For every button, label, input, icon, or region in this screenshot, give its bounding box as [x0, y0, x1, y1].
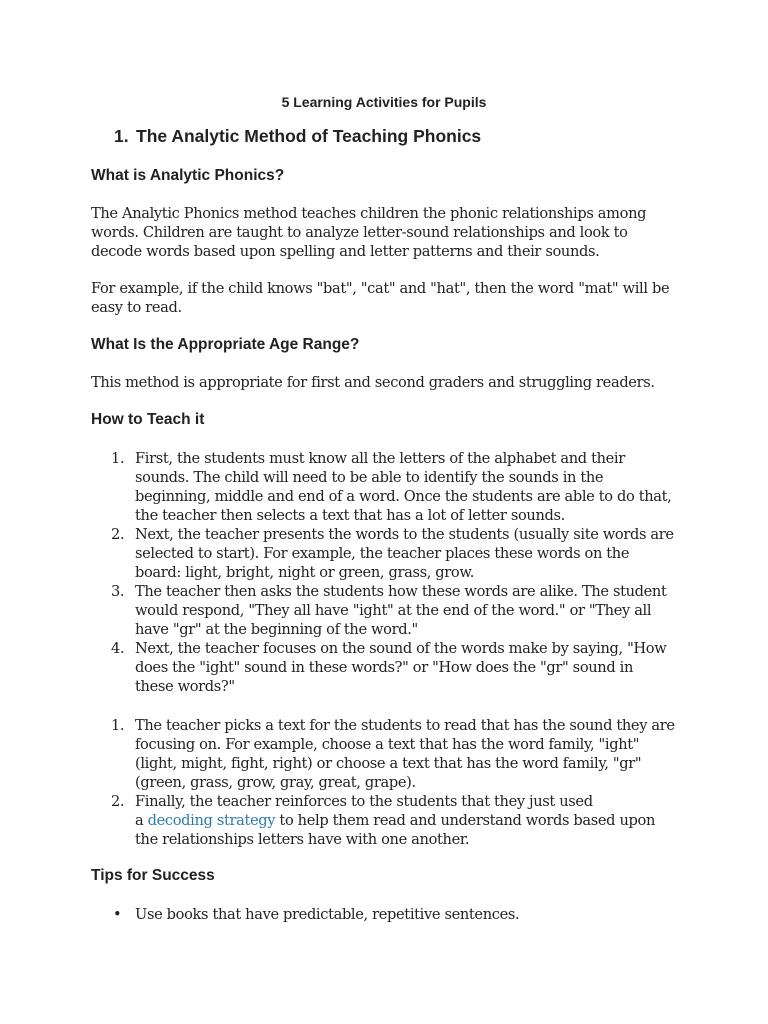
heading-what-is: What is Analytic Phonics? [91, 167, 285, 184]
list-marker: 1. [111, 450, 125, 467]
heading-age-range: What Is the Appropriate Age Range? [91, 336, 360, 353]
text-line: words. Children are taught to analyze letter-sound relationships and look to [91, 224, 628, 241]
text-line: The teacher then asks the students how these words are alike. The student [135, 583, 667, 600]
text-line: Next, the teacher focuses on the sound of the words make by saying, "How [135, 640, 667, 657]
list-marker: 4. [111, 640, 125, 657]
paragraph-what-is [91, 204, 691, 261]
text-line: (green, grass, grow, gray, great, grape). [135, 774, 416, 791]
text-line: First, the students must know all the letters of the alphabet and their [135, 450, 625, 467]
list-marker: 1. [111, 717, 125, 734]
text-line: the teacher then selects a text that has a lot of letter sounds. [135, 507, 565, 524]
paragraph-example [91, 279, 691, 317]
text-line: would respond, "They all have "ight" at the end of the word." or "They all [135, 602, 652, 619]
steps-list-2 [91, 716, 691, 849]
text-line: the relationships letters have with one another. [135, 831, 470, 848]
bullet-marker: • [113, 906, 122, 923]
text-line: these words?" [135, 678, 235, 695]
text-line: The teacher picks a text for the students to read that has the sound they are [135, 717, 675, 734]
text-line: have "gr" at the beginning of the word." [135, 621, 418, 638]
text-line: sounds. The child will need to be able to identify the sounds in the [135, 469, 604, 486]
list-item [91, 792, 691, 849]
text-line: This method is appropriate for first and second graders and struggling readers. [91, 374, 655, 391]
text-line: focusing on. For example, choose a text that has the word family, "ight" [135, 736, 640, 753]
list-item [91, 905, 691, 924]
text-line: (light, might, fight, right) or choose a text that has the word family, "gr" [135, 755, 642, 772]
list-item [91, 449, 691, 525]
text-line [135, 811, 691, 830]
steps-list-1 [91, 449, 691, 696]
tips-list [91, 905, 691, 924]
text-line: decode words based upon spelling and letter patterns and their sounds. [91, 243, 600, 260]
text-line: selected to start). For example, the teacher places these words on the [135, 545, 630, 562]
paragraph-age-range [91, 373, 691, 392]
text-line: For example, if the child knows "bat", "cat" and "hat", then the word "mat" will be [91, 280, 670, 297]
text-line: The Analytic Phonics method teaches children the phonic relationships among [91, 205, 647, 222]
text-line: does the "ight" sound in these words?" or "How does the "gr" sound in [135, 659, 633, 676]
list-marker: 2. [111, 526, 125, 543]
text-line: Next, the teacher presents the words to the students (usually site words are [135, 526, 674, 543]
list-marker: 3. [111, 583, 125, 600]
list-item [91, 639, 691, 696]
text-fragment: a [135, 812, 148, 829]
list-item [91, 525, 691, 582]
text-line: Use books that have predictable, repetitive sentences. [135, 906, 520, 923]
decoding-strategy-link[interactable]: decoding strategy [147, 812, 276, 829]
section-title: The Analytic Method of Teaching Phonics [136, 126, 482, 146]
section-number: 1. [114, 126, 129, 146]
list-item [91, 582, 691, 639]
text-line: easy to read. [91, 299, 182, 316]
heading-tips: Tips for Success [91, 867, 215, 884]
document-title: 5 Learning Activities for Pupils [281, 94, 487, 110]
text-line: beginning, middle and end of a word. Once the students are able to do that, [135, 488, 672, 505]
text-fragment: to help them read and understand words based upon [275, 812, 655, 829]
list-item [91, 716, 691, 792]
heading-how-to-teach: How to Teach it [91, 411, 205, 428]
text-line: board: light, bright, night or green, grass, grow. [135, 564, 475, 581]
text-line: Finally, the teacher reinforces to the students that they just used [135, 793, 593, 810]
list-marker: 2. [111, 793, 125, 810]
